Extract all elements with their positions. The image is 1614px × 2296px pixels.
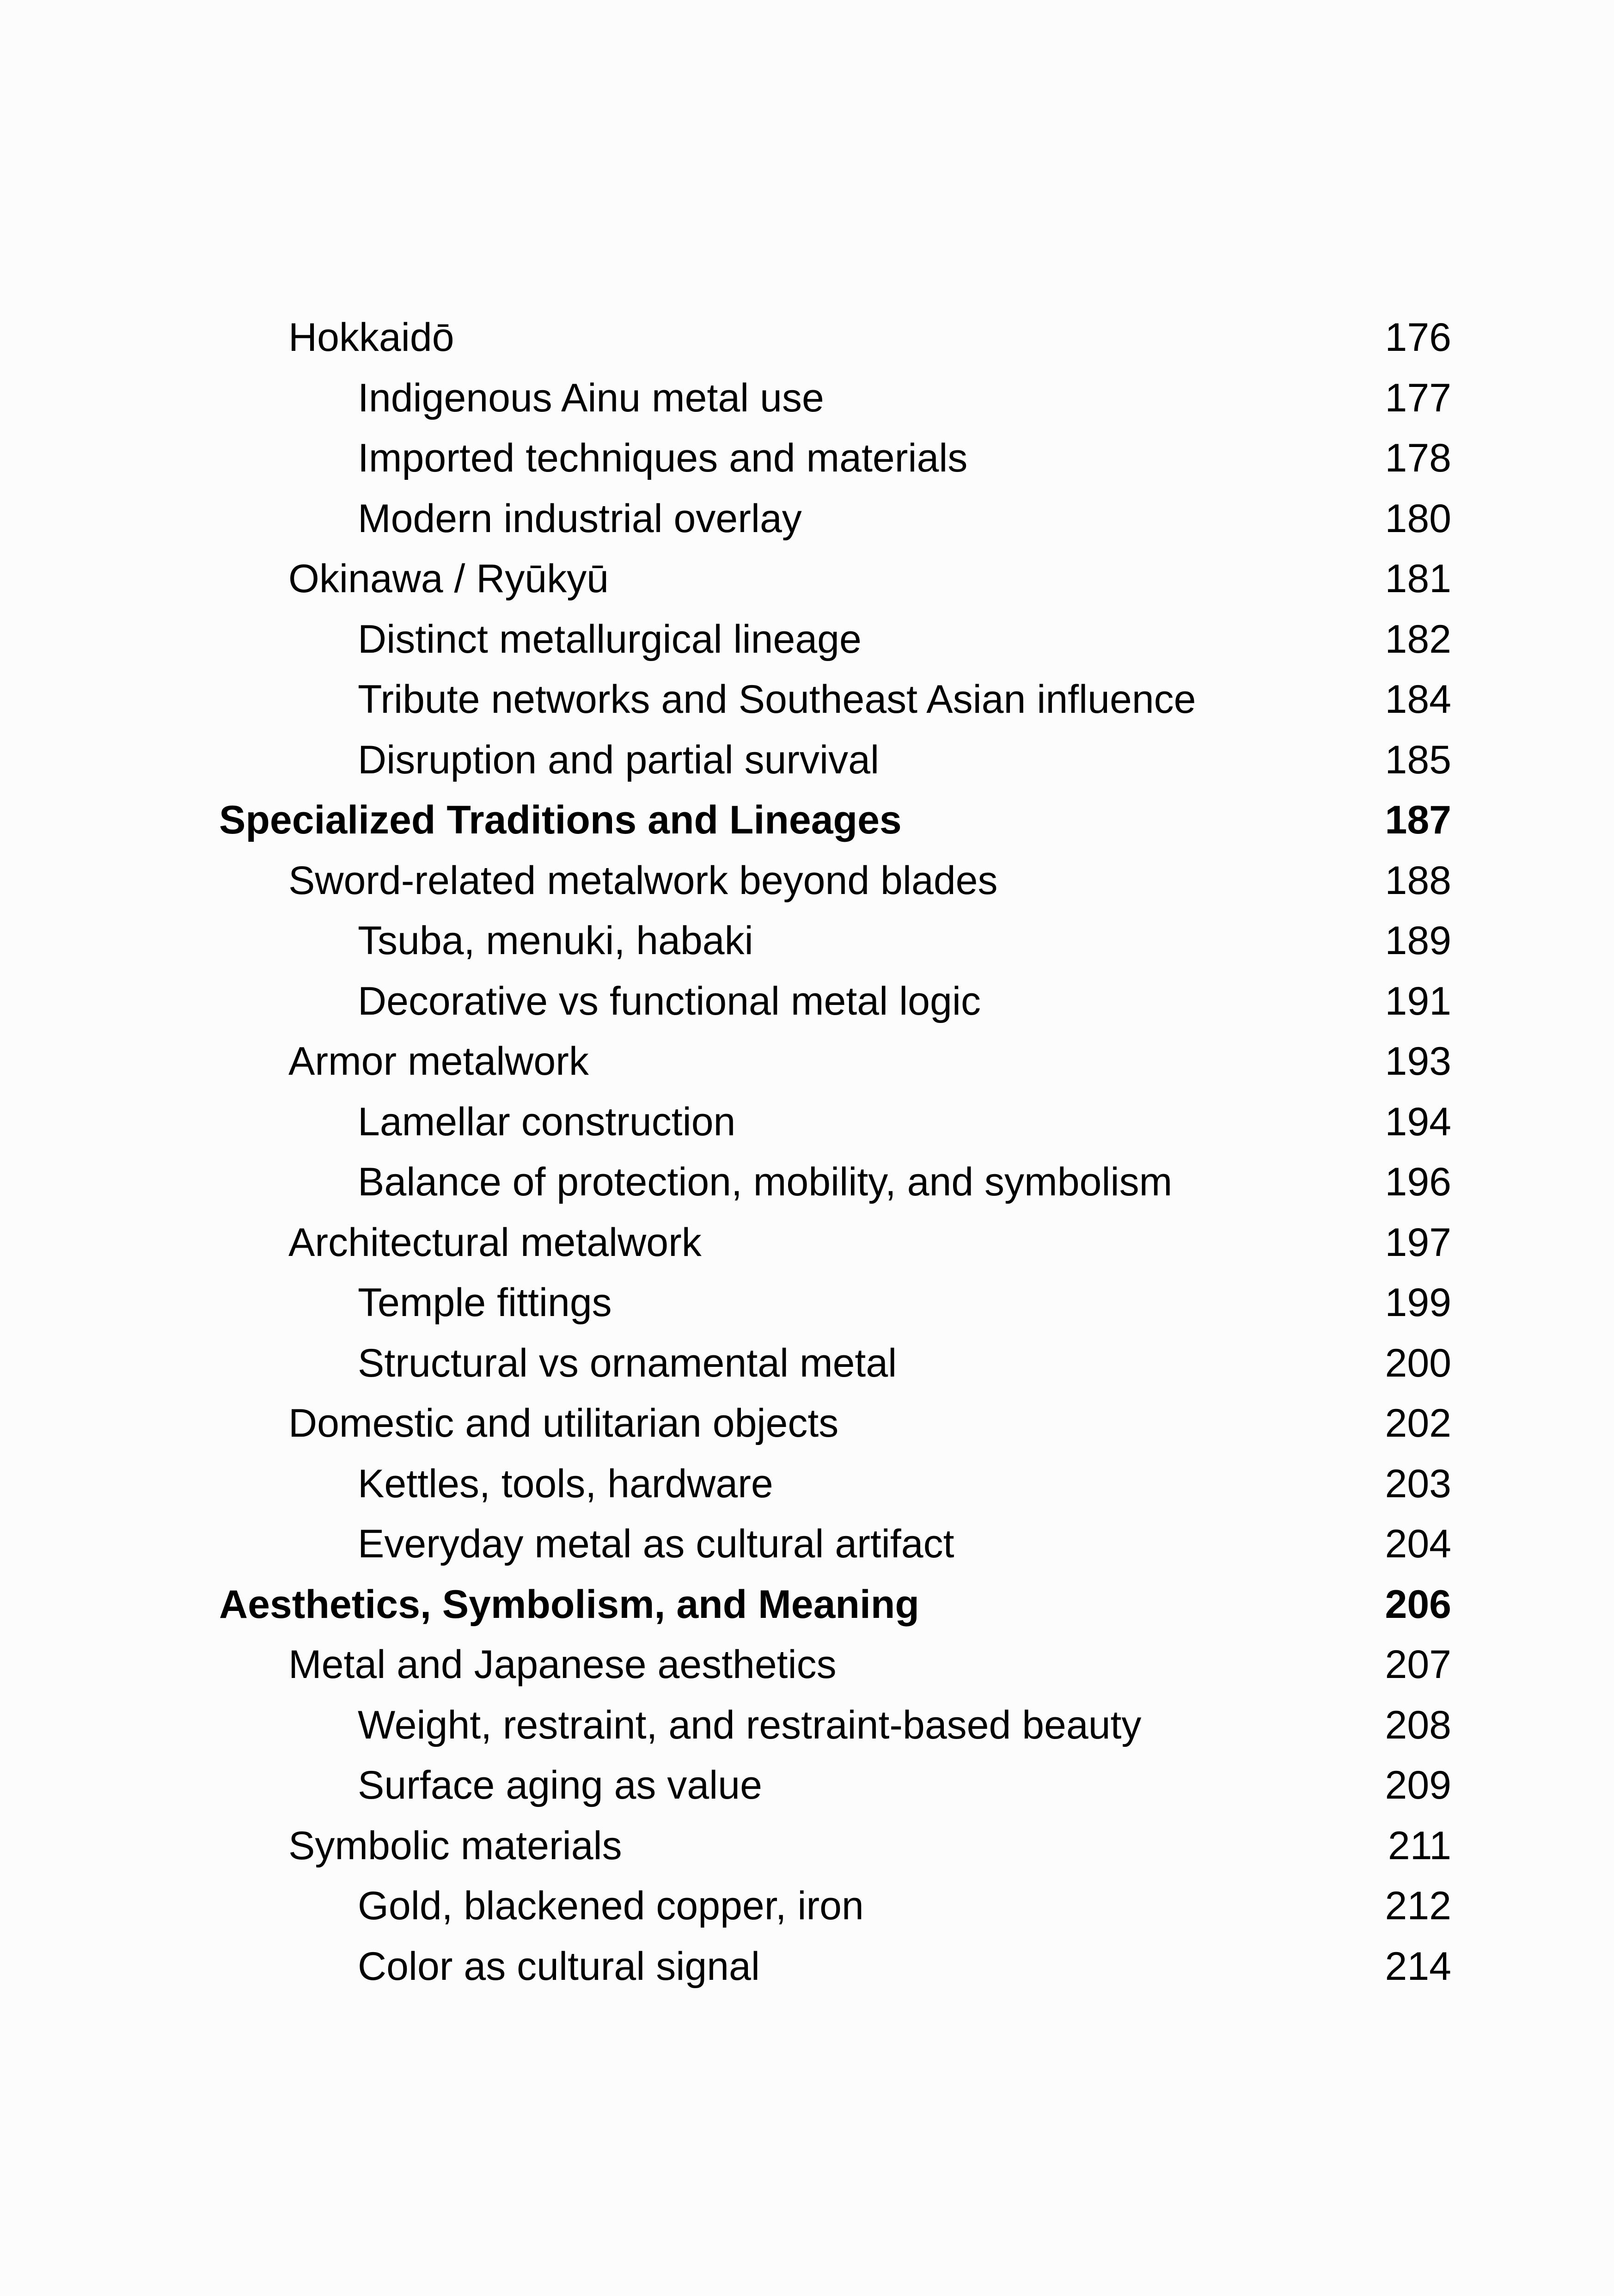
toc-entry-page: 187 — [1385, 798, 1451, 842]
toc-entry — [0, 1695, 1614, 1755]
toc-entry — [0, 1393, 1614, 1453]
toc-entry-page: 178 — [1385, 436, 1451, 480]
toc-entry-title: Modern industrial overlay — [358, 496, 802, 541]
toc-entry-title: Okinawa / Ryūkyū — [288, 557, 609, 601]
toc-entry-page: 202 — [1385, 1401, 1451, 1445]
toc-entry-title: Everyday metal as cultural artifact — [358, 1522, 954, 1566]
toc-entry-page: 176 — [1385, 315, 1451, 360]
toc-entry-page: 177 — [1385, 375, 1451, 420]
toc-entry-page: 203 — [1385, 1461, 1451, 1506]
toc-entry-title: Surface aging as value — [358, 1763, 762, 1807]
toc-entry — [0, 1212, 1614, 1273]
toc-entry — [0, 368, 1614, 428]
toc-entry-title: Indigenous Ainu metal use — [358, 375, 824, 420]
toc-entry-page: 185 — [1385, 737, 1451, 782]
toc-entry-page: 200 — [1385, 1341, 1451, 1385]
toc-entry-title: Color as cultural signal — [358, 1944, 760, 1989]
toc-entry-title: Gold, blackened copper, iron — [358, 1884, 864, 1928]
toc-section-heading — [0, 1574, 1614, 1635]
toc-entry-page: 194 — [1385, 1099, 1451, 1144]
toc-entry-title: Specialized Traditions and Lineages — [219, 798, 902, 842]
toc-entry — [0, 1635, 1614, 1695]
toc-entry — [0, 307, 1614, 367]
toc-entry — [0, 851, 1614, 911]
toc-entry — [0, 1333, 1614, 1393]
toc-entry-title: Temple fittings — [358, 1280, 612, 1325]
toc-entry-title: Armor metalwork — [288, 1039, 589, 1084]
toc-entry-title: Sword-related metalwork beyond blades — [288, 858, 998, 903]
toc-entry — [0, 1031, 1614, 1091]
toc-entry — [0, 1936, 1614, 1996]
toc-entry — [0, 971, 1614, 1031]
toc-entry-page: 211 — [1388, 1823, 1451, 1868]
toc-entry-title: Kettles, tools, hardware — [358, 1461, 773, 1506]
toc-entry — [0, 1273, 1614, 1333]
toc-entry-page: 204 — [1385, 1522, 1451, 1566]
toc-entry-title: Structural vs ornamental metal — [358, 1341, 897, 1385]
toc-entry-page: 199 — [1385, 1280, 1451, 1325]
toc-entry-title: Weight, restraint, and restraint-based beauty — [358, 1702, 1142, 1747]
toc-entry — [0, 669, 1614, 729]
toc-entry-page: 182 — [1385, 617, 1451, 661]
toc-section-heading — [0, 790, 1614, 850]
toc-entry-page: 193 — [1385, 1039, 1451, 1084]
toc-entry-page: 212 — [1385, 1884, 1451, 1928]
toc-entry-title: Lamellar construction — [358, 1099, 736, 1144]
toc-entry-title: Aesthetics, Symbolism, and Meaning — [219, 1582, 919, 1627]
toc-entry-page: 206 — [1385, 1582, 1451, 1627]
toc-entry-title: Balance of protection, mobility, and symbolism — [358, 1160, 1173, 1204]
toc-entry — [0, 1755, 1614, 1815]
toc-entry-page: 207 — [1385, 1642, 1451, 1687]
toc-entry — [0, 1152, 1614, 1212]
toc-entry-title: Distinct metallurgical lineage — [358, 617, 862, 661]
toc-entry-page: 197 — [1385, 1220, 1451, 1265]
toc-entry — [0, 1816, 1614, 1876]
toc-entry-page: 191 — [1385, 979, 1451, 1023]
toc-entry-page: 184 — [1385, 677, 1451, 722]
toc-entry — [0, 549, 1614, 609]
toc-entry-title: Symbolic materials — [288, 1823, 622, 1868]
toc-entry-page: 214 — [1385, 1944, 1451, 1989]
toc-entry-title: Disruption and partial survival — [358, 737, 880, 782]
toc-entry-page: 196 — [1385, 1160, 1451, 1204]
toc-entry — [0, 609, 1614, 669]
toc-entry — [0, 489, 1614, 549]
toc-entry — [0, 1876, 1614, 1936]
toc-entry-title: Tsuba, menuki, habaki — [358, 918, 753, 963]
toc-entry-page: 209 — [1385, 1763, 1451, 1807]
toc-entry-title: Domestic and utilitarian objects — [288, 1401, 839, 1445]
toc-entry — [0, 911, 1614, 971]
toc-entry-title: Metal and Japanese aesthetics — [288, 1642, 837, 1687]
toc-entry — [0, 730, 1614, 790]
toc-entry-title: Tribute networks and Southeast Asian influence — [358, 677, 1196, 722]
toc-entry — [0, 428, 1614, 488]
toc-entry-page: 208 — [1385, 1702, 1451, 1747]
toc-entry-page: 188 — [1385, 858, 1451, 903]
toc-entry-page: 189 — [1385, 918, 1451, 963]
toc-entry-title: Imported techniques and materials — [358, 436, 968, 480]
toc-entry-title: Architectural metalwork — [288, 1220, 702, 1265]
toc-entry — [0, 1092, 1614, 1152]
toc-entry — [0, 1514, 1614, 1574]
toc-entry-page: 180 — [1385, 496, 1451, 541]
toc-entry-title: Hokkaidō — [288, 315, 454, 360]
toc-entry-title: Decorative vs functional metal logic — [358, 979, 981, 1023]
toc-entry — [0, 1454, 1614, 1514]
toc-entry-page: 181 — [1385, 557, 1451, 601]
